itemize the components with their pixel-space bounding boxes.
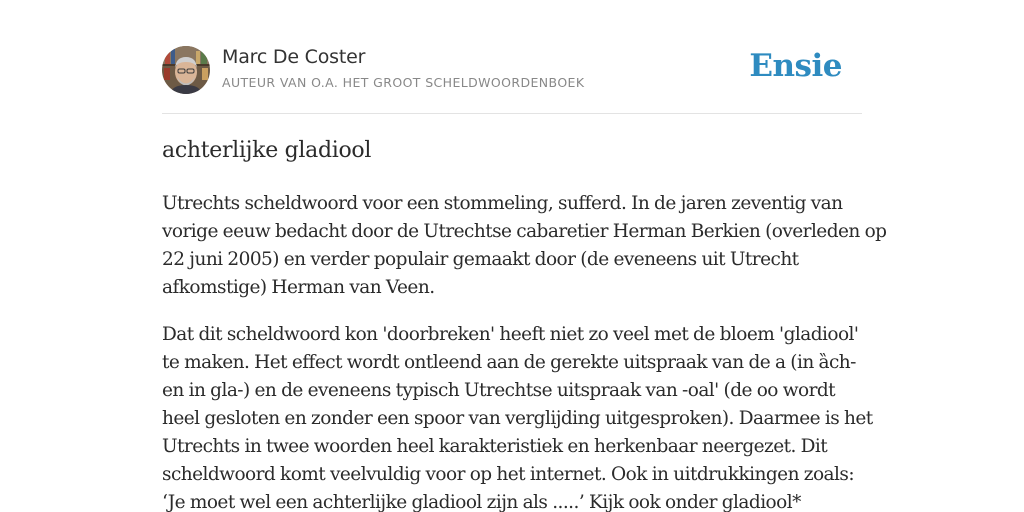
page [162,0,887,512]
paragraph-line: scheldwoord komt veelvuldig voor op het internet. Ook in uitdrukkingen zoals: [162,464,855,485]
paragraph-line: afkomstige) Herman van Veen. [162,277,435,298]
paragraph-line: ‘Je moet wel een achterlijke gladiool zijn als .....’ Kijk ook onder gladiool* [162,492,801,512]
paragraph-line: vorige eeuw bedacht door de Utrechtse cabaretier Herman Berkien (overleden op [162,221,887,242]
author-avatar[interactable] [162,46,210,94]
paragraph-line: Dat dit scheldwoord kon 'doorbreken' heeft niet zo veel met de bloem 'gladiool' [162,324,859,345]
paragraph-line: te maken. Het effect wordt ontleend aan de gerekte uitspraak van de a (in ȁch- [162,352,856,373]
author-description: AUTEUR VAN O.A. HET GROOT SCHELDWOORDENBOEK [222,75,585,90]
paragraph-line: Utrechts in twee woorden heel karakteristiek en herkenbaar neergezet. Dit [162,436,828,457]
entry-title: achterlijke gladiool [162,138,372,163]
entry-body [162,190,887,512]
author-name[interactable]: Marc De Coster [222,46,366,68]
paragraph-line: 22 juni 2005) en verder populair gemaakt door (de eveneens uit Utrecht [162,249,799,270]
header-divider [162,113,862,114]
paragraph-line: heel gesloten en zonder een spoor van verglijding uitgesproken). Daarmee is het [162,408,873,429]
author-header [162,46,862,96]
ensie-logo[interactable]: Ensie [749,48,842,84]
avatar-photo-icon [162,46,210,94]
paragraph-line: Utrechts scheldwoord voor een stommeling, sufferd. In de jaren zeventig van [162,193,843,214]
entry-paragraph [162,190,887,302]
entry-paragraph [162,321,873,512]
paragraph-line: en in gla-) en de eveneens typisch Utrechtse uitspraak van -oal' (de oo wordt [162,380,836,401]
